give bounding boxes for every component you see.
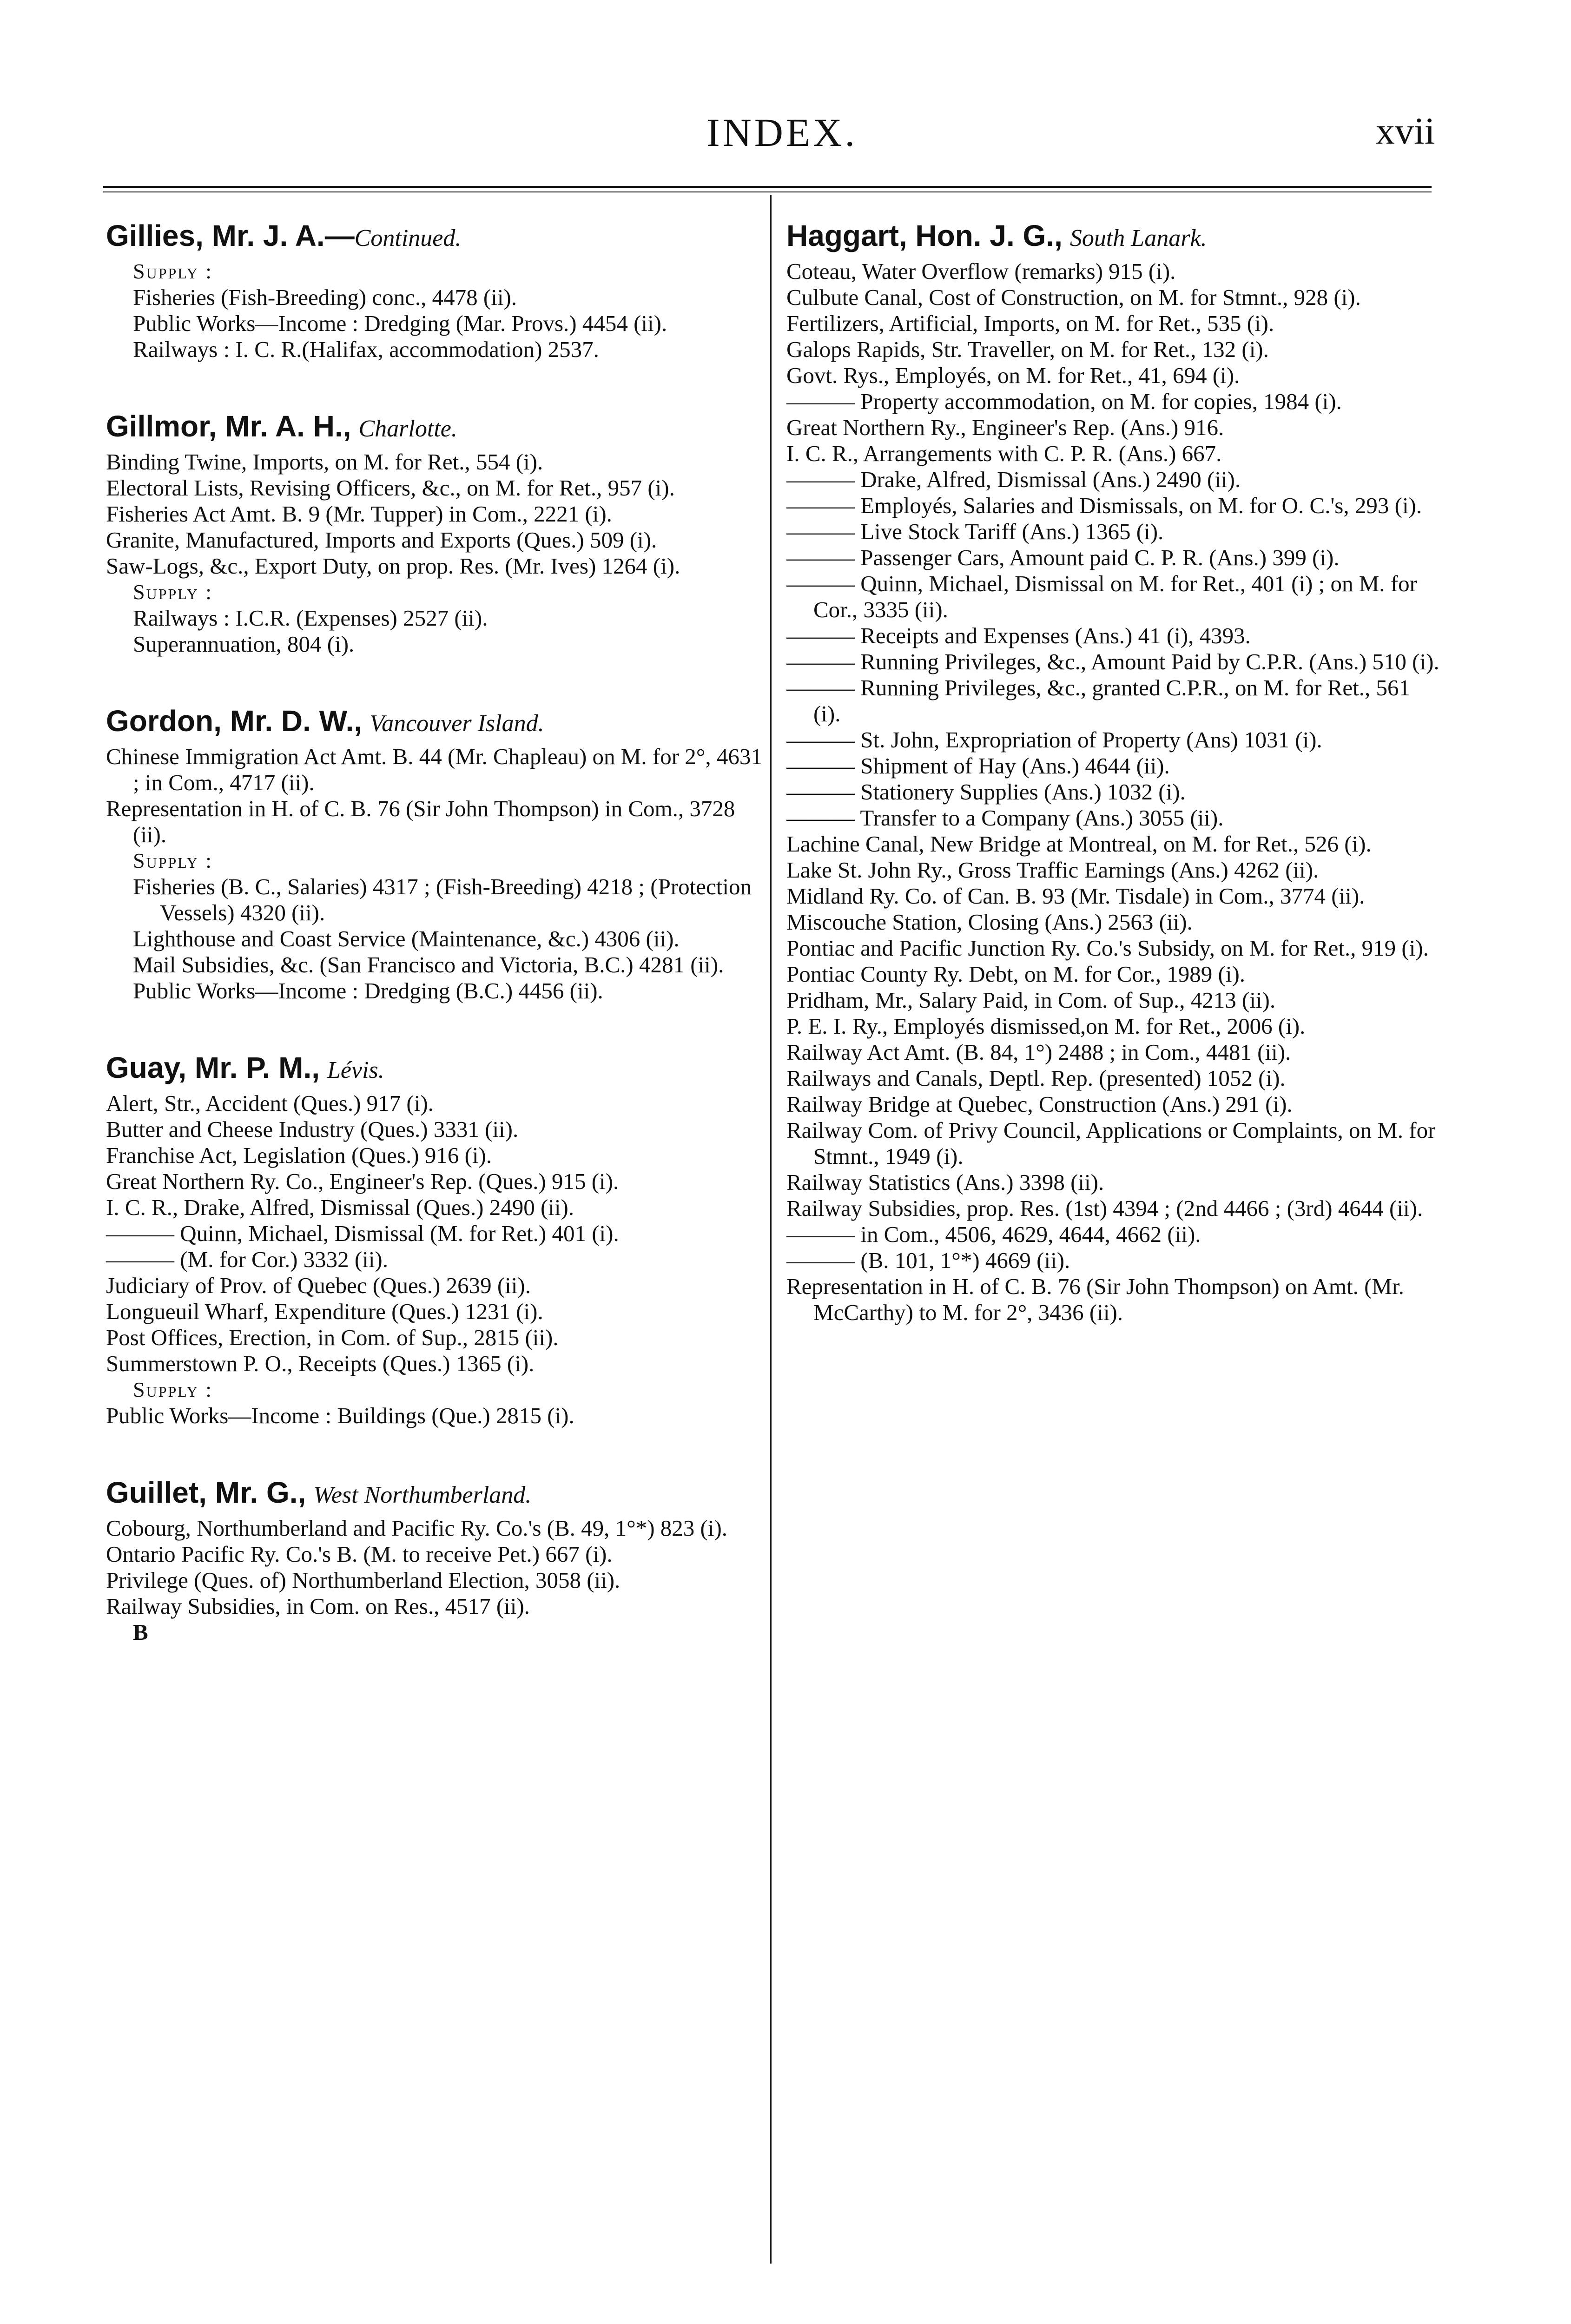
- right-column: [786, 218, 1442, 1326]
- index-entry: Judiciary of Prov. of Quebec (Ques.) 2639 (ii).: [106, 1273, 531, 1298]
- index-entry: Public Works—Income : Dredging (B.C.) 4456 (ii).: [133, 978, 603, 1004]
- index-entry: ——— Passenger Cars, Amount paid C. P. R. (Ans.) 399 (i).: [786, 545, 1340, 570]
- index-entry: Superannuation, 804 (i).: [133, 631, 355, 657]
- section-heading: [106, 409, 766, 446]
- index-entry: Great Northern Ry. Co., Engineer's Rep. (Ques.) 915 (i).: [106, 1169, 619, 1194]
- index-entry: Ontario Pacific Ry. Co.'s B. (M. to receive Pet.) 667 (i).: [106, 1541, 613, 1567]
- index-entry: Cobourg, Northumberland and Pacific Ry. Co.'s (B. 49, 1°*) 823 (i).: [106, 1515, 728, 1541]
- index-entry: Railway Statistics (Ans.) 3398 (ii).: [786, 1169, 1104, 1195]
- index-entry: Butter and Cheese Industry (Ques.) 3331 (ii).: [106, 1116, 519, 1142]
- supply-label: Supply :: [133, 259, 213, 283]
- index-entry: ——— Running Privileges, &c., Amount Paid by C.P.R. (Ans.) 510 (i).: [786, 649, 1439, 674]
- index-entry: ——— Live Stock Tariff (Ans.) 1365 (i).: [786, 519, 1164, 544]
- index-entry: Galops Rapids, Str. Traveller, on M. for Ret., 132 (i).: [786, 337, 1269, 362]
- section-heading: [786, 218, 1442, 256]
- continued-label: Continued.: [354, 225, 462, 251]
- index-entry: Fisheries (Fish-Breeding) conc., 4478 (ii).: [133, 284, 517, 310]
- index-entry: Representation in H. of C. B. 76 (Sir John Thompson) in Com., 3728 (ii).: [106, 796, 735, 847]
- index-entry: Representation in H. of C. B. 76 (Sir John Thompson) on Amt. (Mr. McCarthy) to M. for 2°, 3436 (ii).: [786, 1274, 1404, 1325]
- index-entry: Pontiac and Pacific Junction Ry. Co.'s Subsidy, on M. for Ret., 919 (i).: [786, 935, 1429, 961]
- index-entry: Post Offices, Erection, in Com. of Sup., 2815 (ii).: [106, 1325, 559, 1350]
- index-entry: Binding Twine, Imports, on M. for Ret., 554 (i).: [106, 449, 543, 475]
- index-section-haggart: [786, 218, 1442, 1326]
- index-entry: ——— Receipts and Expenses (Ans.) 41 (i), 4393.: [786, 623, 1251, 648]
- index-entry: Public Works—Income : Buildings (Que.) 2815 (i).: [106, 1403, 574, 1428]
- index-entry: Lake St. John Ry., Gross Traffic Earnings (Ans.) 4262 (ii).: [786, 857, 1319, 883]
- index-entry: Lachine Canal, New Bridge at Montreal, on M. for Ret., 526 (i).: [786, 831, 1372, 857]
- index-entry: Miscouche Station, Closing (Ans.) 2563 (ii).: [786, 909, 1193, 935]
- member-name: Gillmor, Mr. A. H.,: [106, 409, 351, 443]
- index-entry: Chinese Immigration Act Amt. B. 44 (Mr. Chapleau) on M. for 2°, 4631 ; in Com., 4717 (ii).: [106, 744, 762, 795]
- index-section-guay: [106, 1050, 766, 1429]
- index-entry: Railway Com. of Privy Council, Applications or Complaints, on M. for Stmnt., 1949 (i).: [786, 1117, 1436, 1169]
- riding-name: Lévis.: [327, 1057, 384, 1083]
- member-name: Guillet, Mr. G.,: [106, 1476, 306, 1509]
- index-entry: ——— Running Privileges, &c., granted C.P.R., on M. for Ret., 561 (i).: [786, 675, 1410, 726]
- index-entry: Alert, Str., Accident (Ques.) 917 (i).: [106, 1090, 434, 1116]
- supply-label: Supply :: [133, 1378, 213, 1401]
- index-entry: Lighthouse and Coast Service (Maintenance, &c.) 4306 (ii).: [133, 926, 680, 951]
- header-rule-thin: [103, 191, 1432, 192]
- page-header: [0, 109, 1571, 160]
- index-entry: Coteau, Water Overflow (remarks) 915 (i).: [786, 258, 1176, 284]
- index-entry: ——— in Com., 4506, 4629, 4644, 4662 (ii).: [786, 1221, 1201, 1247]
- supply-label: Supply :: [133, 849, 213, 872]
- index-entry: Franchise Act, Legislation (Ques.) 916 (i).: [106, 1142, 492, 1168]
- index-section-gillmor: [106, 409, 766, 657]
- index-entry: Great Northern Ry., Engineer's Rep. (Ans.) 916.: [786, 415, 1224, 440]
- index-entry: Railway Subsidies, prop. Res. (1st) 4394 ; (2nd 4466 ; (3rd) 4644 (ii).: [786, 1195, 1423, 1221]
- index-entry: ——— Drake, Alfred, Dismissal (Ans.) 2490 (ii).: [786, 467, 1241, 492]
- index-entry: Saw-Logs, &c., Export Duty, on prop. Res. (Mr. Ives) 1264 (i).: [106, 553, 680, 579]
- index-entry: ——— Property accommodation, on M. for copies, 1984 (i).: [786, 389, 1342, 414]
- index-entry: Mail Subsidies, &c. (San Francisco and Victoria, B.C.) 4281 (ii).: [133, 952, 724, 977]
- header-rule: [103, 186, 1432, 188]
- index-entry: Railway Subsidies, in Com. on Res., 4517 (ii).: [106, 1593, 530, 1619]
- section-heading: [106, 1050, 766, 1088]
- index-entry: Midland Ry. Co. of Can. B. 93 (Mr. Tisdale) in Com., 3774 (ii).: [786, 883, 1365, 909]
- index-entry: Govt. Rys., Employés, on M. for Ret., 41, 694 (i).: [786, 363, 1240, 388]
- index-entry: ——— (M. for Cor.) 3332 (ii).: [106, 1247, 388, 1272]
- index-entry: Longueuil Wharf, Expenditure (Ques.) 1231 (i).: [106, 1299, 543, 1324]
- member-name: Haggart, Hon. J. G.,: [786, 219, 1063, 252]
- page-title: INDEX.: [706, 110, 858, 155]
- riding-name: South Lanark.: [1069, 225, 1207, 251]
- member-name: Gordon, Mr. D. W.,: [106, 704, 363, 738]
- index-entry: I. C. R., Arrangements with C. P. R. (Ans.) 667.: [786, 441, 1222, 466]
- supply-label: Supply :: [133, 580, 213, 604]
- riding-name: Vancouver Island.: [370, 710, 544, 737]
- index-entry: Railway Act Amt. (B. 84, 1°) 2488 ; in Com., 4481 (ii).: [786, 1039, 1291, 1065]
- member-name: Guay, Mr. P. M.,: [106, 1051, 320, 1084]
- riding-name: West Northumberland.: [313, 1482, 532, 1508]
- section-heading: [106, 704, 766, 741]
- index-entry: ——— Quinn, Michael, Dismissal on M. for Ret., 401 (i) ; on M. for Cor., 3335 (ii).: [786, 571, 1417, 622]
- index-section-gillies: [106, 218, 766, 363]
- index-section-guillet: [106, 1475, 766, 1645]
- index-entry: Fisheries Act Amt. B. 9 (Mr. Tupper) in Com., 2221 (i).: [106, 501, 612, 527]
- index-entry: Pontiac County Ry. Debt, on M. for Cor., 1989 (i).: [786, 961, 1246, 987]
- index-section-gordon: [106, 704, 766, 1004]
- member-name: Gillies, Mr. J. A.—: [106, 219, 355, 252]
- index-entry: ——— Quinn, Michael, Dismissal (M. for Ret.) 401 (i).: [106, 1221, 619, 1246]
- index-entry: Summerstown P. O., Receipts (Ques.) 1365 (i).: [106, 1351, 535, 1376]
- index-entry: ——— St. John, Expropriation of Property (Ans) 1031 (i).: [786, 727, 1322, 753]
- section-heading: [106, 218, 766, 256]
- index-entry: ——— Shipment of Hay (Ans.) 4644 (ii).: [786, 753, 1170, 779]
- index-entry: Railways and Canals, Deptl. Rep. (presented) 1052 (i).: [786, 1065, 1286, 1091]
- index-entry: Privilege (Ques. of) Northumberland Election, 3058 (ii).: [106, 1567, 620, 1593]
- riding-name: Charlotte.: [358, 416, 457, 442]
- index-entry: ——— Employés, Salaries and Dismissals, on M. for O. C.'s, 293 (i).: [786, 493, 1422, 518]
- signature-mark: B: [133, 1619, 148, 1645]
- index-entry: Culbute Canal, Cost of Construction, on M. for Stmnt., 928 (i).: [786, 284, 1361, 310]
- index-entry: Public Works—Income : Dredging (Mar. Provs.) 4454 (ii).: [133, 310, 667, 336]
- index-entry: ——— (B. 101, 1°*) 4669 (ii).: [786, 1248, 1070, 1273]
- index-entry: Electoral Lists, Revising Officers, &c., on M. for Ret., 957 (i).: [106, 475, 675, 501]
- column-divider: [770, 195, 772, 2264]
- index-entry: P. E. I. Ry., Employés dismissed,on M. for Ret., 2006 (i).: [786, 1013, 1306, 1039]
- index-entry: Fertilizers, Artificial, Imports, on M. for Ret., 535 (i).: [786, 310, 1274, 336]
- index-entry: ——— Transfer to a Company (Ans.) 3055 (ii).: [786, 805, 1224, 831]
- page-number: xvii: [1376, 110, 1435, 152]
- index-entry: Railway Bridge at Quebec, Construction (Ans.) 291 (i).: [786, 1091, 1293, 1117]
- entry-list: [786, 258, 1442, 1326]
- section-heading: [106, 1475, 766, 1512]
- index-entry: I. C. R., Drake, Alfred, Dismissal (Ques.) 2490 (ii).: [106, 1195, 574, 1220]
- left-column: [106, 218, 766, 1645]
- index-entry: Railways : I.C.R. (Expenses) 2527 (ii).: [133, 605, 488, 631]
- index-entry: Fisheries (B. C., Salaries) 4317 ; (Fish-Breeding) 4218 ; (Protection Vessels) 4320 (ii).: [133, 874, 752, 925]
- index-entry: Pridham, Mr., Salary Paid, in Com. of Sup., 4213 (ii).: [786, 987, 1276, 1013]
- index-entry: Railways : I. C. R.(Halifax, accommodation) 2537.: [133, 337, 599, 362]
- index-entry: ——— Stationery Supplies (Ans.) 1032 (i).: [786, 779, 1186, 805]
- index-entry: Granite, Manufactured, Imports and Exports (Ques.) 509 (i).: [106, 527, 657, 553]
